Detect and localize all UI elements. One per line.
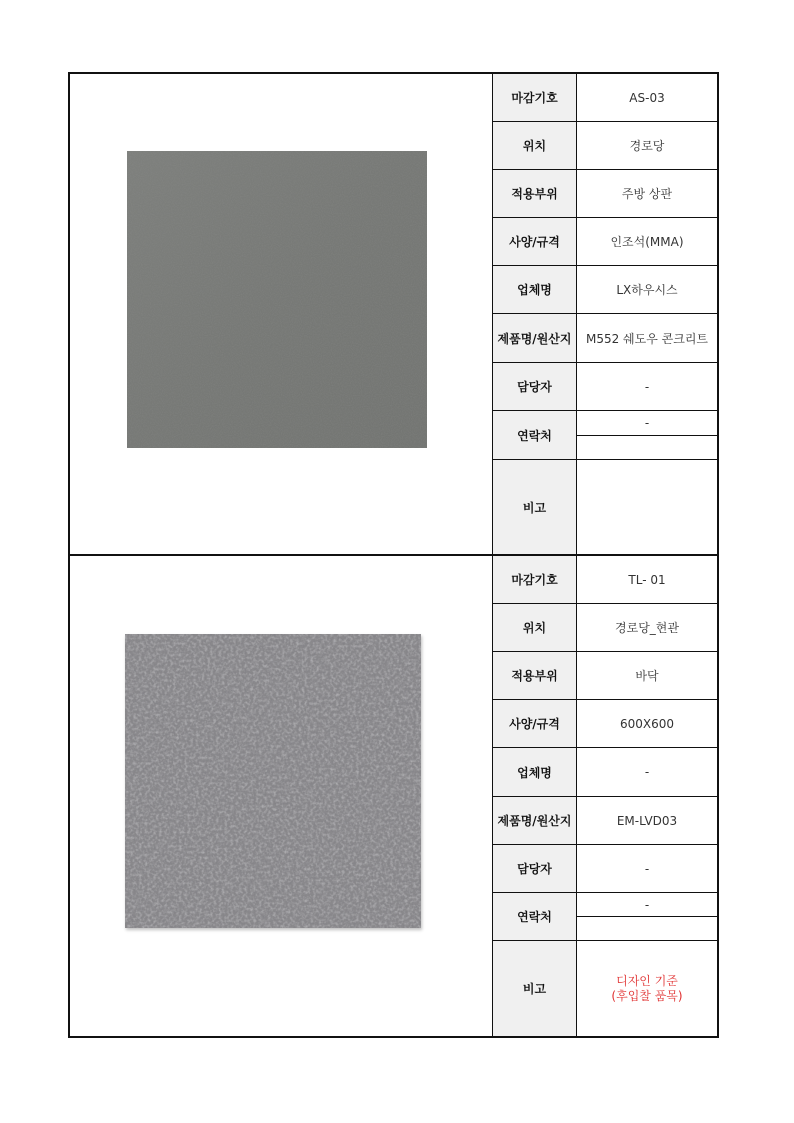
row-contact [493,893,717,941]
label-vendor: 업체명 [493,748,577,796]
value-remarks [577,941,717,1036]
label-contact: 연락처 [493,411,577,459]
label-manager: 담당자 [493,845,577,892]
value-contact-line-1: - [577,411,717,436]
label-remarks: 비고 [493,941,577,1036]
row-product-origin [493,797,717,845]
value-contact-line-2 [577,436,717,460]
row-location [493,604,717,652]
value-vendor: - [644,765,650,779]
value-code: AS-03 [629,90,665,105]
value-remarks [577,460,717,554]
value-code: TL- 01 [628,572,666,587]
label-code: 마감기호 [493,556,577,603]
row-vendor [493,266,717,314]
value-contact [577,411,717,459]
swatch-area [70,556,493,1036]
value-location: 경로당 [629,139,665,153]
value-spec: 600X600 [619,716,675,731]
value-contact-line-2 [577,917,717,940]
label-product-origin: 제품명/원산지 [493,797,577,844]
finish-entry-block [68,556,719,1038]
value-remarks-line-2: (후입찰 품목) [611,988,683,1003]
row-vendor [493,748,717,797]
value-manager: - [644,379,650,394]
row-location [493,122,717,170]
value-manager: - [644,861,650,876]
label-manager: 담당자 [493,363,577,410]
value-applied-area: 주방 상판 [621,187,673,201]
row-manager [493,845,717,893]
label-spec: 사양/규격 [493,218,577,265]
finish-info-table [493,556,717,1036]
material-swatch-image [127,151,427,448]
finish-info-table [493,74,717,554]
row-remarks [493,941,717,1036]
value-applied-area: 바닥 [635,669,659,683]
row-manager [493,363,717,411]
label-spec: 사양/규격 [493,700,577,747]
label-code: 마감기호 [493,74,577,121]
material-swatch-image [125,634,421,928]
label-product-origin: 제품명/원산지 [493,314,577,362]
value-product-origin: EM-LVD03 [616,813,678,828]
label-location: 위치 [493,122,577,169]
label-vendor: 업체명 [493,266,577,313]
label-location: 위치 [493,604,577,651]
value-contact [577,893,717,940]
value-location: 경로당_현관 [615,621,679,635]
label-remarks: 비고 [493,460,577,554]
value-vendor: LX하우시스 [616,283,678,297]
label-applied-area: 적용부위 [493,652,577,699]
row-spec [493,218,717,266]
row-code [493,74,717,122]
value-product-origin: M552 쉐도우 콘크리트 [585,331,709,346]
value-remarks-line-1: 디자인 기준 [616,973,678,988]
value-spec: 인조석(MMA) [610,235,684,249]
finish-entry-block [68,72,719,556]
row-code [493,556,717,604]
row-applied-area [493,652,717,700]
value-contact-line-1: - [577,893,717,917]
swatch-area [70,74,493,554]
label-applied-area: 적용부위 [493,170,577,217]
row-contact [493,411,717,460]
row-remarks [493,460,717,554]
row-applied-area [493,170,717,218]
label-contact: 연락처 [493,893,577,940]
finish-schedule-sheet [68,72,719,1038]
row-spec [493,700,717,748]
row-product-origin [493,314,717,363]
